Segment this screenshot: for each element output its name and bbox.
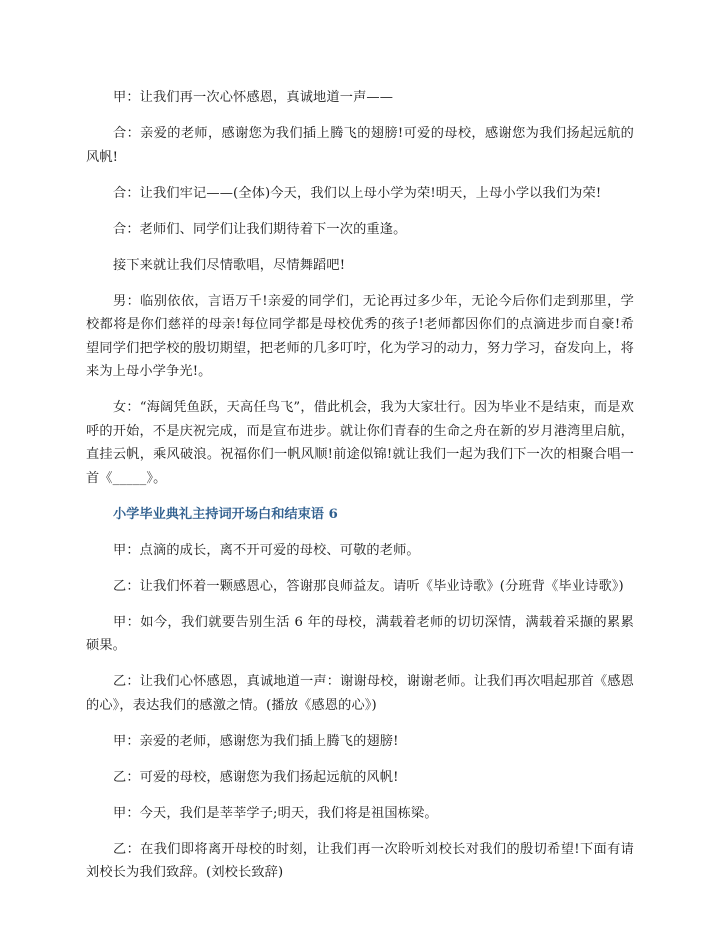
paragraph: 合：让我们牢记——(全体)今天，我们以上母小学为荣!明天，上母小学以我们为荣! bbox=[113, 185, 602, 201]
paragraph: 乙：可爱的母校，感谢您为我们扬起远航的风帆! bbox=[113, 769, 399, 785]
paragraph: 乙：让我们心怀感恩，真诚地道一声：谢谢母校，谢谢老师。让我们再次唱起那首《感恩的心》，表达我们的感激之情。(播放《感恩的心》) bbox=[86, 674, 634, 713]
paragraph: 甲：亲爱的老师，感谢您为我们插上腾飞的翅膀! bbox=[113, 733, 399, 749]
section-heading: 小学毕业典礼主持词开场白和结束语 6 bbox=[113, 506, 338, 522]
paragraph: 乙：在我们即将离开母校的时刻，让我们再一次聆听刘校长对我们的殷切希望!下面有请刘校长为我们致辞。(刘校长致辞) bbox=[86, 841, 634, 880]
paragraph: 合：老师们、同学们让我们期待着下一次的重逢。 bbox=[113, 221, 407, 237]
paragraph: 乙：让我们怀着一颗感恩心，答谢那良师益友。请听《毕业诗歌》(分班背《毕业诗歌》) bbox=[113, 578, 624, 594]
paragraph: 甲：点滴的成长，离不开可爱的母校、可敬的老师。 bbox=[113, 542, 420, 558]
paragraph: 接下来就让我们尽情歌唱，尽情舞蹈吧! bbox=[113, 257, 346, 273]
paragraph: 男：临别依依，言语万千!亲爱的同学们，无论再过多少年，无论今后你们走到那里，学校都将是你们慈祥的母亲!每位同学都是母校优秀的孩子!老师都因你们的点滴进步而自豪!希望同学们把学校的殷切期望，把老师的几多叮咛，化为学习的动力，努力学习，奋发向上，将来为上母小学争光!。 bbox=[86, 293, 634, 379]
paragraph: 甲：今天，我们是莘莘学子;明天，我们将是祖国栋梁。 bbox=[113, 805, 438, 821]
paragraph: 甲：让我们再一次心怀感恩，真诚地道一声—— bbox=[113, 90, 394, 105]
paragraph: 甲：如今，我们就要告别生活 6 年的母校，满载着老师的切切深情，满载着采撷的累累硕果。 bbox=[86, 614, 634, 653]
paragraph: 女：“海阔凭鱼跃，天高任鸟飞”，借此机会，我为大家壮行。因为毕业不是结束，而是欢呼的开始，不是庆祝完成，而是宣布进步。就让你们青春的生命之舟在新的岁月港湾里启航，直挂云帆，乘风破浪。祝福你们一帆风顺!前途似锦!就让我们一起为我们下一次的相聚合唱一首《_____》。 bbox=[86, 400, 634, 486]
paragraph: 合：亲爱的老师，感谢您为我们插上腾飞的翅膀!可爱的母校，感谢您为我们扬起远航的风帆! bbox=[86, 126, 634, 165]
